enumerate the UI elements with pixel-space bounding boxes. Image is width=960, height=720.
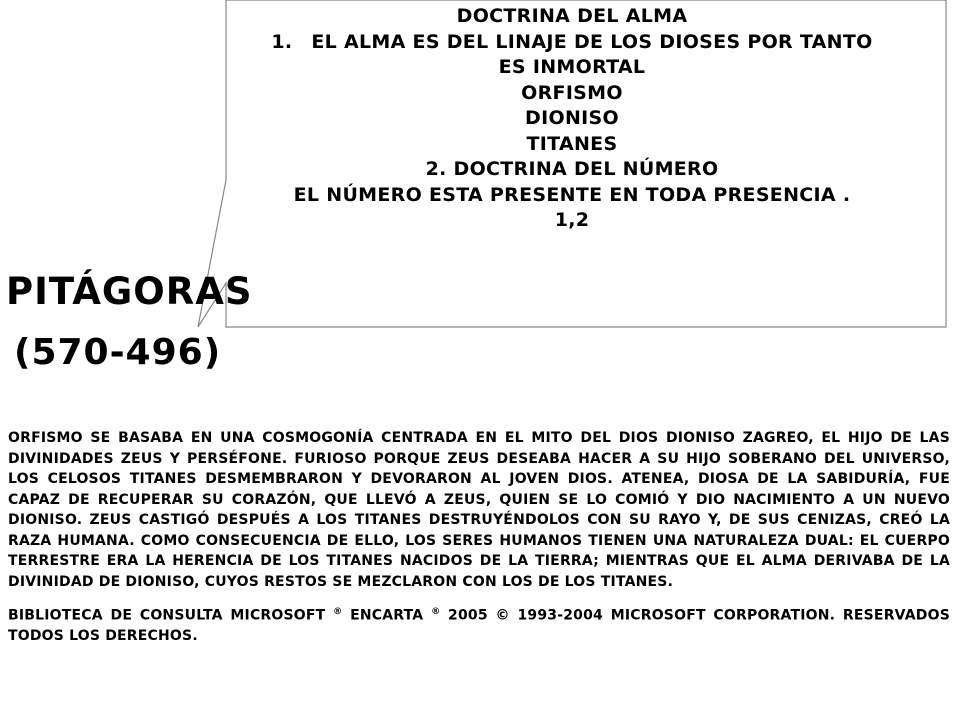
numbers-line: 1,2 — [554, 209, 590, 231]
body-text — [8, 428, 950, 657]
callout-text — [226, 4, 918, 234]
orfismo-label: ORFISMO — [521, 81, 623, 104]
dioniso-label: DIONISO — [525, 107, 619, 129]
heading-doctrina-alma: DOCTRINA DEL ALMA — [456, 5, 688, 27]
list-item-1: 1. EL ALMA ES DEL LINAJE DE LOS DIOSES POR TANTO — [226, 30, 918, 56]
page-title: PITÁGORAS — [6, 270, 253, 313]
heading-doctrina-numero: 2. DOCTRINA DEL NÚMERO — [425, 158, 719, 180]
orfismo-paragraph: ORFISMO SE BASABA EN UNA COSMOGONÍA CENTRADA EN EL MITO DEL DIOS DIONISO ZAGREO, EL HIJO DE LAS DIVINIDADES ZEUS Y PERSÉFONE. FURIOSO PORQUE ZEUS DESEABA HACER A SU HIJO SOBERANO DEL UNIVERSO, LOS CELOSOS TITANES DESMEMBRARON Y DEVORARON AL JOVEN DIOS. ATENEA, DIOSA DE LA SABIDURÍA, FUE CAPAZ DE RECUPERAR SU CORAZÓN, QUE LLEVÓ A ZEUS, QUIEN SE LO COMIÓ Y DIO NACIMIENTO A UN NUEVO DIONISO. ZEUS CASTIGÓ DESPUÉS A LOS TITANES DESTRUYÉNDOLOS CON SU RAYO Y, DE SUS CENIZAS, CREÓ LA RAZA HUMANA. COMO CONSECUENCIA DE ELLO, LOS SERES HUMANOS TIENEN UNA NATURALEZA DUAL: EL CUERPO TERRESTRE ERA LA HERENCIA DE LOS TITANES NACIDOS DE LA TIERRA; MIENTRAS QUE EL ALMA DERIVABA DE LA DIVINIDAD DE DIONISO, CUYOS RESTOS SE MEZCLARON CON LOS DE LOS TITANES. — [8, 430, 950, 590]
numero-statement: EL NÚMERO ESTA PRESENTE EN TODA PRESENCIA . — [293, 183, 851, 206]
source-credit: BIBLIOTECA DE CONSULTA MICROSOFT ® ENCARTA ® 2005 © 1993-2004 MICROSOFT CORPORATION. RESERVADOS TODOS LOS DERECHOS. — [8, 607, 950, 645]
list-item-1-continuation: ES INMORTAL — [498, 56, 646, 78]
titanes-label: TITANES — [526, 132, 618, 155]
title-dates: (570-496) — [14, 332, 222, 373]
list-number: 1. — [271, 30, 293, 53]
